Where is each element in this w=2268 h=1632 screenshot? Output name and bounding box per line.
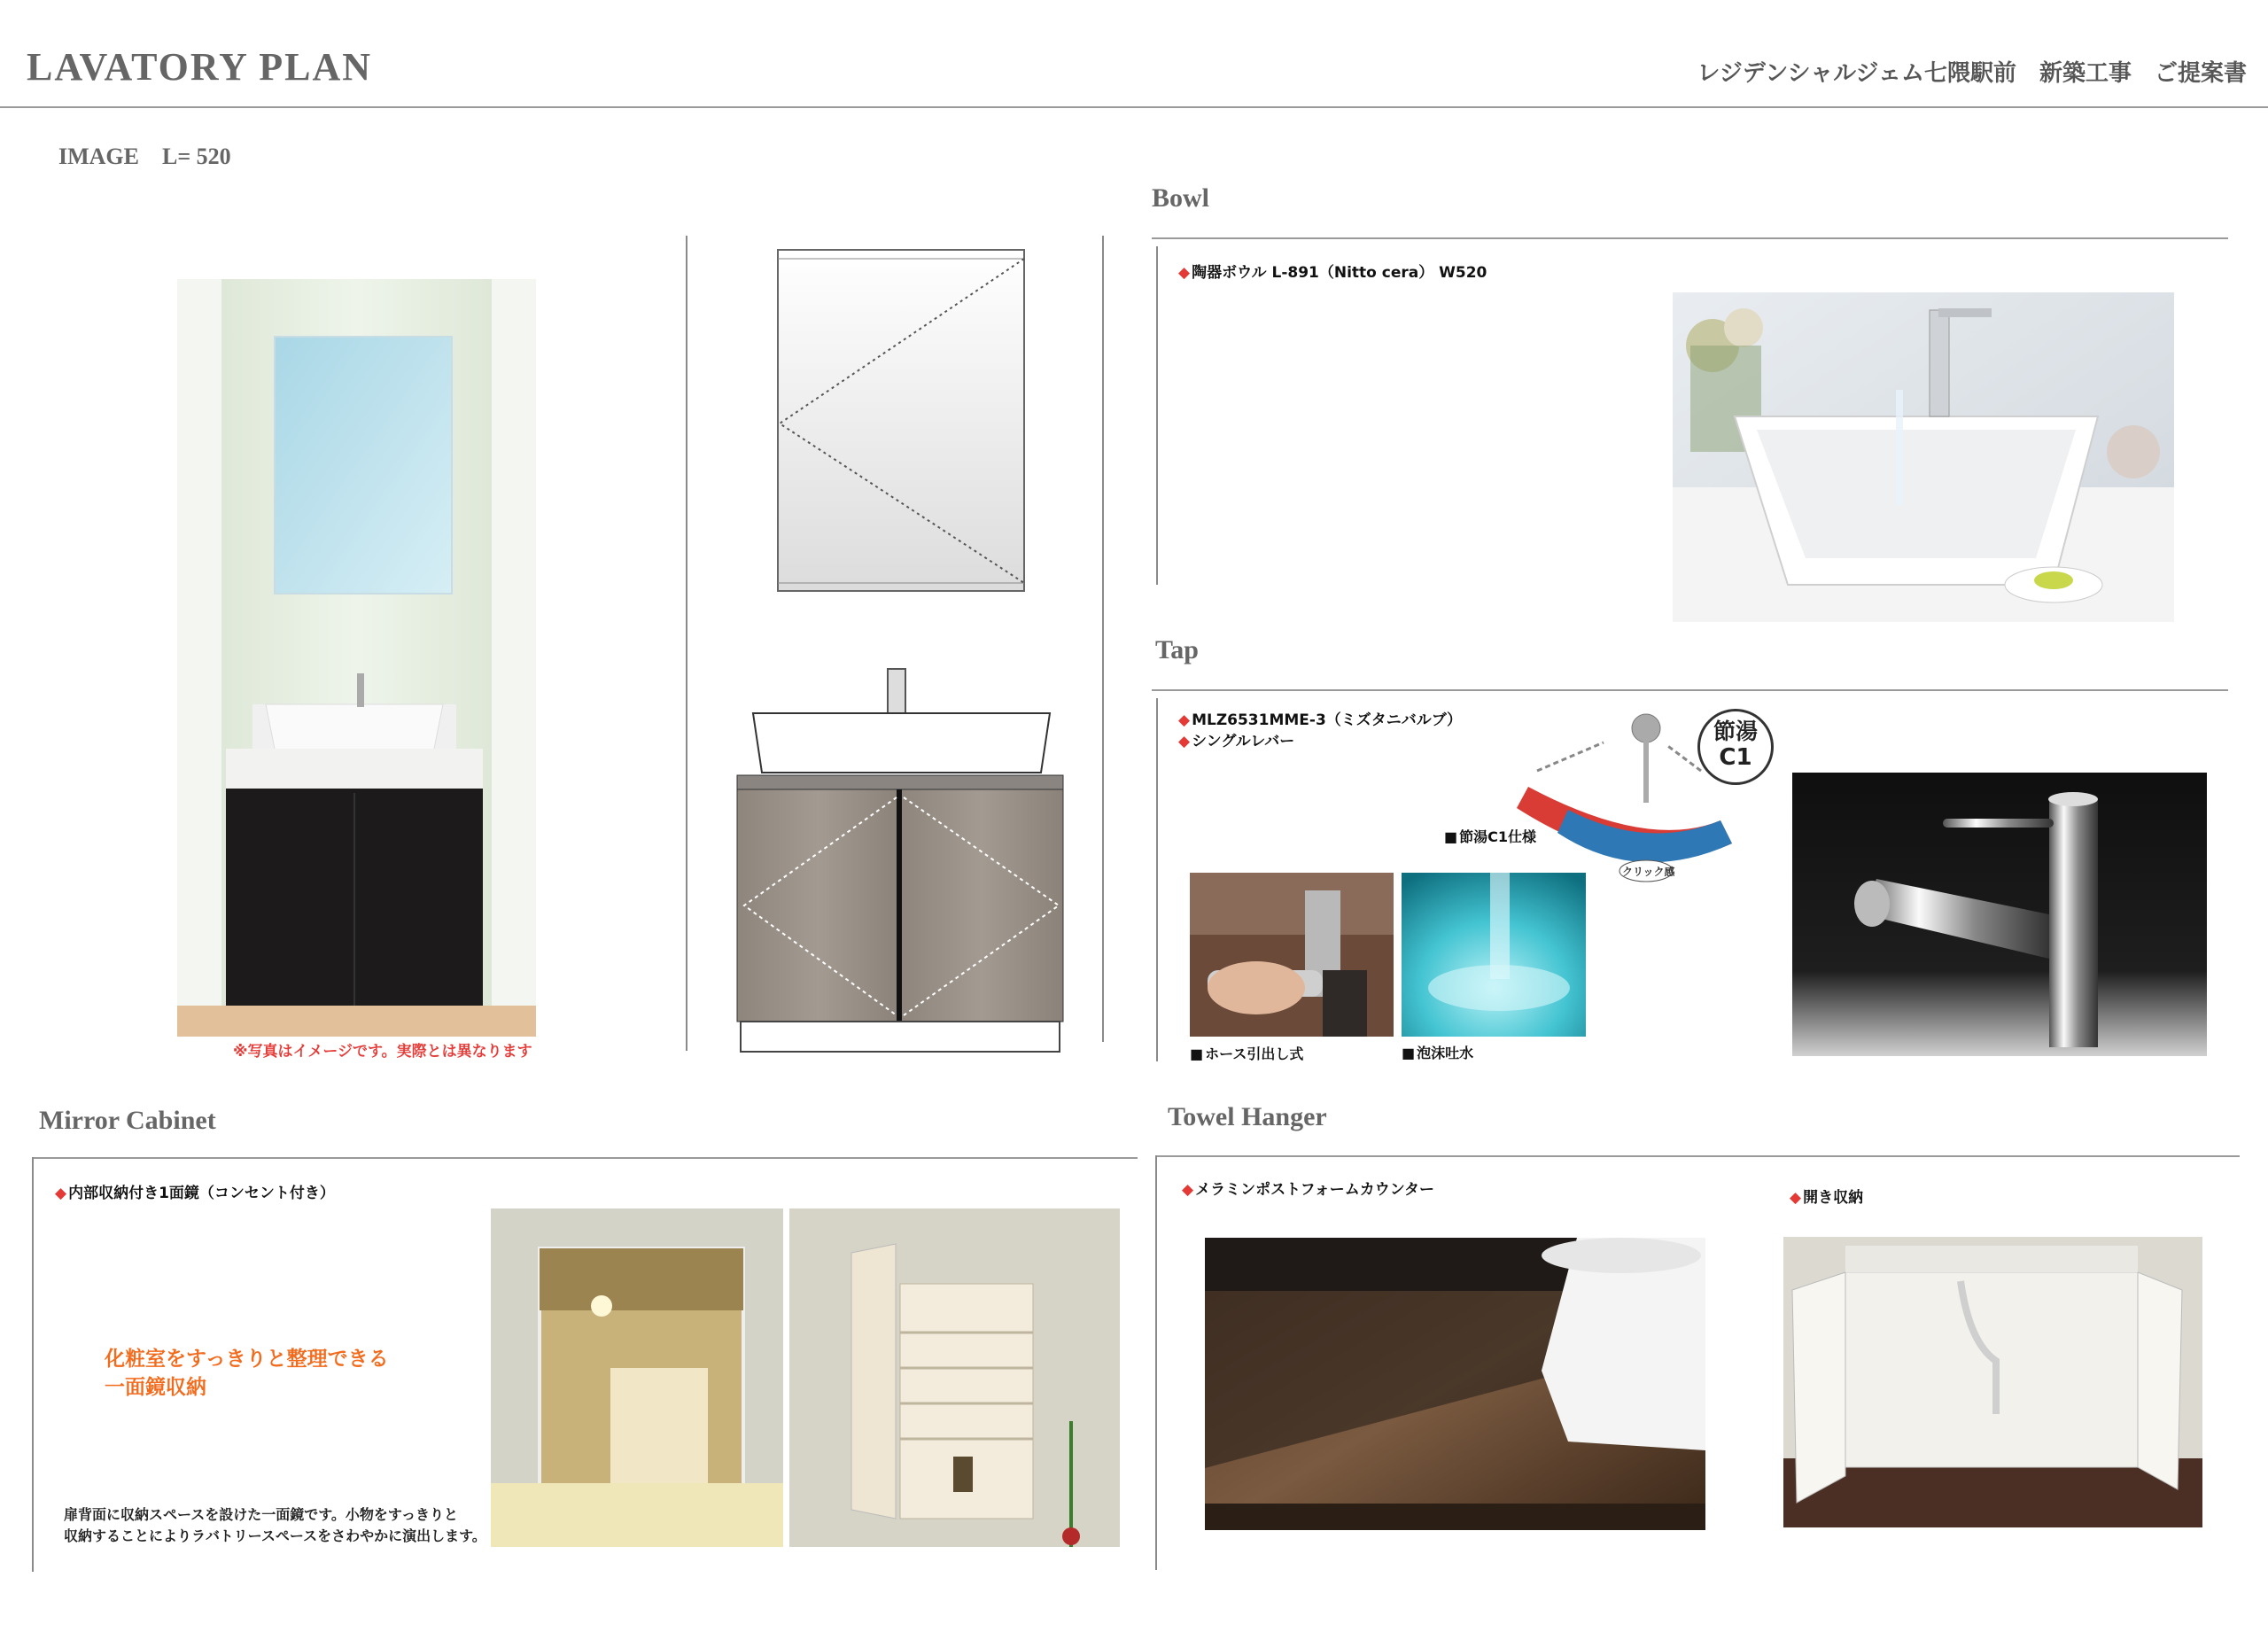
foam-photo [1402,873,1586,1037]
badge-line1: 節湯 [1713,719,1758,744]
mirror-heading: Mirror Cabinet [39,1106,216,1135]
mirror-catch-line1: 化粧室をすっきりと整理できる [105,1348,389,1371]
mirror-vline [32,1157,34,1572]
tap-vline [1156,698,1158,1061]
towel-spec-counter: ◆ メラミンポストフォームカウンター [1182,1177,1434,1199]
tap-heading: Tap [1155,635,1199,664]
divider-left [686,236,687,1051]
towel-divider [1155,1155,2240,1157]
tap-spec-lever: ◆ シングルレバー [1178,728,1294,750]
header-divider [0,106,2268,108]
towel-vline [1155,1155,1157,1570]
photo-note: ※写真はイメージです。実際とは異なります [233,1043,532,1061]
project-name: レジデンシャルジェム七隈駅前 新築工事 ご提案書 [1697,60,2247,87]
image-size-label: IMAGE L= 520 [58,144,231,169]
storage-photo [1783,1237,2202,1527]
badge-line2: C1 [1719,744,1752,771]
mirror-catch-line2: 一面鏡収納 [105,1376,206,1399]
tap-divider [1152,689,2228,691]
setsuyu-badge [1697,709,1774,785]
click-label: クリック感 [1622,866,1675,878]
bowl-spec: ◆ 陶器ボウル L-891（Nitto cera） W520 [1178,260,1487,282]
bowl-divider [1152,237,2228,239]
faucet-photo [1792,773,2207,1056]
c1-label: ■ 節湯C1仕様 [1444,826,1536,846]
bowl-heading: Bowl [1152,183,1210,213]
divider-right [1102,236,1104,1042]
mirror-desc-line1: 扉背面に収納スペースを設けた一面鏡です。小物をすっきりと [64,1506,458,1523]
mirror-desc-line2: 収納することによりラバトリースペースをさわやかに演出します。 [64,1527,486,1544]
bowl-photo [1673,292,2174,622]
mirror-photo-closed [491,1208,783,1547]
towel-heading: Towel Hanger [1168,1102,1327,1131]
bowl-vline [1156,246,1158,585]
foam-label: ■ 泡沫吐水 [1402,1042,1473,1062]
hose-photo [1190,873,1394,1037]
towel-spec-storage: ◆ 開き収納 [1790,1185,1863,1207]
counter-photo [1205,1238,1705,1530]
tap-spec-model: ◆ MLZ6531MME-3（ミズタニバルブ） [1178,707,1462,729]
lavatory-photo [177,279,536,1037]
mirror-spec: ◆ 内部収納付き1面鏡（コンセント付き） [55,1180,335,1202]
mirror-photo-open [789,1208,1120,1547]
elevation-drawing [709,239,1081,1054]
page-title: LAVATORY PLAN [27,45,372,89]
hose-label: ■ ホース引出し式 [1190,1043,1303,1063]
mirror-divider [32,1157,1138,1159]
